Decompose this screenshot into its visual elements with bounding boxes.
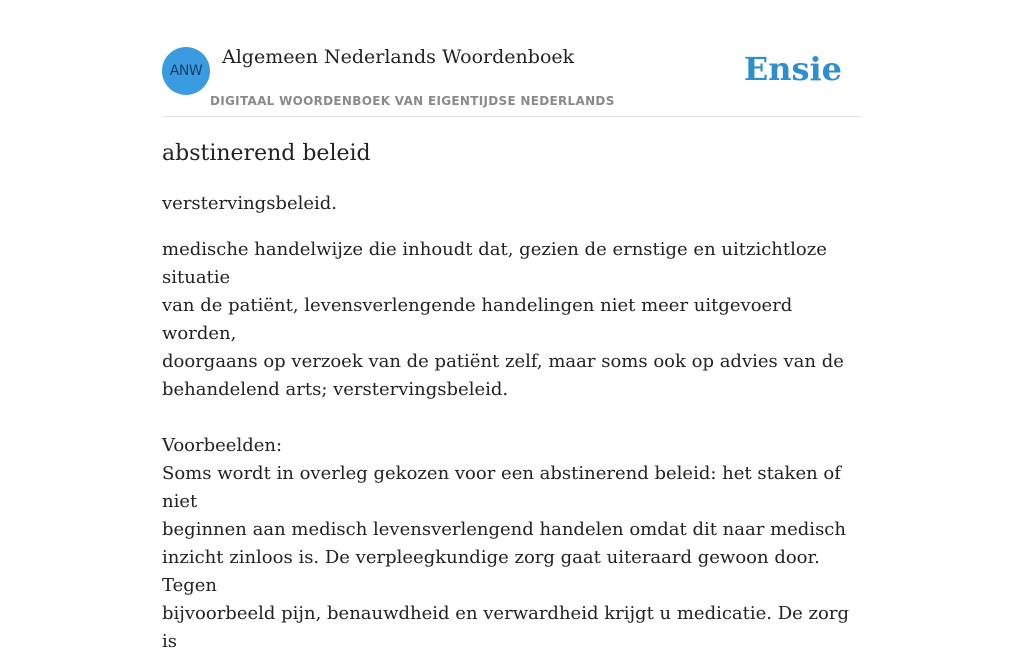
- entry-synonym: verstervingsbeleid.: [162, 193, 338, 214]
- anw-logo-text: ANW: [169, 63, 203, 79]
- examples-label: Voorbeelden:: [162, 435, 283, 456]
- entry-headword: abstinerend beleid: [162, 141, 371, 166]
- anw-logo[interactable]: [162, 47, 210, 95]
- page: [162, 0, 862, 652]
- site-title[interactable]: Algemeen Nederlands Woordenboek: [222, 46, 575, 68]
- site-subtitle: DIGITAAL WOORDENBOEK VAN EIGENTIJDSE NEDERLANDS: [210, 94, 615, 108]
- example-text: Soms wordt in overleg gekozen voor een abstinerend beleid: het staken of niet beginnen aan medisch levensverlengend handelen omdat dit naar medisch inzicht zinloos is. De verpleegkundige zorg gaat uiteraard gewoon door. Tegen bijvoorbeeld pijn, benauwdheid en verwardheid krijgt u medicatie. De zorg is: [162, 463, 849, 652]
- entry-content: [162, 140, 862, 656]
- site-header: [162, 0, 862, 117]
- entry-definition: medische handelwijze die inhoudt dat, gezien de ernstige en uitzichtloze situatie van de patiënt, levensverlengende handelingen niet meer uitgevoerd worden, doorgaans op verzoek van de patiënt zelf, maar soms ook op advies van de behandelend arts; verstervingsbeleid.: [162, 239, 844, 400]
- ensie-brand-link[interactable]: Ensie: [743, 50, 842, 88]
